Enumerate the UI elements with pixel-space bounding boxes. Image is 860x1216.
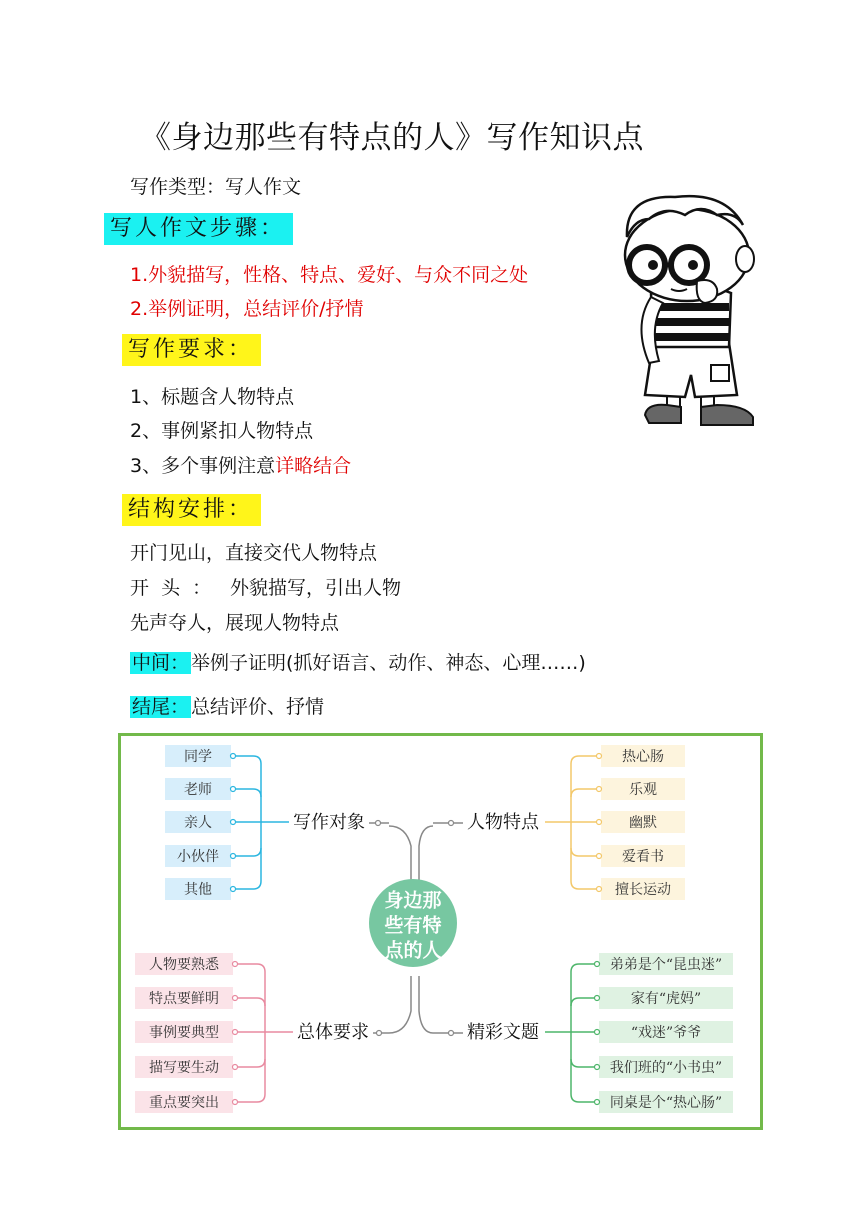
steps-header: 写人作文步骤： xyxy=(104,213,293,245)
center-connector xyxy=(419,976,433,1033)
mindmap-connector xyxy=(233,881,261,889)
requirement-item: 2、事例紧扣人物特点 xyxy=(130,420,314,442)
connector-dot xyxy=(597,887,602,892)
mindmap-connector xyxy=(235,1094,265,1102)
opening-label: 开 头 ： xyxy=(130,577,212,599)
connector-dot xyxy=(233,1100,238,1105)
middle-line xyxy=(130,647,586,679)
mindmap-connector xyxy=(571,998,597,1006)
branch-label: 总体要求 xyxy=(297,1022,369,1043)
mindmap-item: 乐观 xyxy=(629,782,657,798)
mindmap-item: 同学 xyxy=(184,749,212,765)
connector-dot xyxy=(231,820,236,825)
ending-line xyxy=(130,691,324,723)
ending-text: 总结评价、抒情 xyxy=(191,696,325,718)
mind-map xyxy=(118,733,763,1130)
step-item: 2.举例证明，总结评价/抒情 xyxy=(130,298,364,320)
connector-dot xyxy=(231,887,236,892)
center-node-text: 身边那 xyxy=(384,889,442,912)
mindmap-connector xyxy=(571,964,597,972)
mindmap-connector xyxy=(571,756,599,764)
opening-option: 先声夺人，展现人物特点 xyxy=(130,612,340,634)
mindmap-item: 我们班的“小书虫” xyxy=(609,1060,723,1076)
mindmap-connector xyxy=(233,789,261,797)
mindmap-connector xyxy=(571,1094,597,1102)
connector-dot xyxy=(595,996,600,1001)
mindmap-item: 家有“虎妈” xyxy=(630,991,702,1007)
mindmap-item: 同桌是个“热心肠” xyxy=(609,1095,723,1111)
connector-dot xyxy=(231,854,236,859)
connector-dot xyxy=(233,962,238,967)
mindmap-item: 小伙伴 xyxy=(177,849,219,865)
step-item: 1.外貌描写，性格、特点、爱好、与众不同之处 xyxy=(130,264,529,286)
requirement-highlight: 详略结合 xyxy=(275,455,352,477)
mindmap-item: 弟弟是个“昆虫迷” xyxy=(609,957,723,973)
mindmap-connector xyxy=(235,1059,265,1067)
middle-text: 举例子证明(抓好语言、动作、神态、心理……) xyxy=(191,652,586,674)
mindmap-item: 老师 xyxy=(184,782,212,798)
connector-dot xyxy=(597,854,602,859)
mindmap-item: 重点要突出 xyxy=(149,1095,219,1111)
connector-dot xyxy=(233,1030,238,1035)
connector-dot xyxy=(377,1031,382,1036)
connector-dot xyxy=(449,1031,454,1036)
mindmap-connector xyxy=(571,789,599,797)
mindmap-connector xyxy=(233,756,261,764)
mind-map-canvas xyxy=(121,736,760,1127)
requirement-text: 3、多个事例注意 xyxy=(130,455,276,477)
connector-dot xyxy=(231,787,236,792)
requirements-header: 写作要求： xyxy=(122,334,261,366)
connector-dot xyxy=(595,1100,600,1105)
opening-option: 外貌描写，引出人物 xyxy=(230,577,402,599)
connector-dot xyxy=(233,1065,238,1070)
ending-label: 结尾： xyxy=(132,696,190,718)
connector-dot xyxy=(597,754,602,759)
mindmap-item: 其他 xyxy=(184,882,212,898)
requirement-item xyxy=(130,451,351,478)
connector-dot xyxy=(449,821,454,826)
mindmap-connector xyxy=(571,848,599,856)
mindmap-connector xyxy=(571,881,599,889)
middle-label: 中间： xyxy=(132,652,190,674)
connector-dot xyxy=(233,996,238,1001)
structure-header: 结构安排： xyxy=(122,494,261,526)
center-connector xyxy=(419,826,433,881)
page-title: 《身边那些有特点的人》写作知识点 xyxy=(140,120,644,156)
mindmap-item: 幽默 xyxy=(629,815,657,831)
center-node-text: 些有特 xyxy=(384,914,442,937)
opening-option: 开门见山，直接交代人物特点 xyxy=(130,542,378,564)
connector-dot xyxy=(376,821,381,826)
branch-label: 写作对象 xyxy=(293,812,365,833)
mindmap-item: “戏迷”爷爷 xyxy=(630,1025,702,1041)
mindmap-item: 人物要熟悉 xyxy=(149,957,219,973)
mindmap-item: 特点要鲜明 xyxy=(149,991,219,1007)
mindmap-item: 擅长运动 xyxy=(615,882,671,898)
mindmap-item: 爱看书 xyxy=(622,849,664,865)
mindmap-connector xyxy=(233,848,261,856)
mindmap-item: 事例要典型 xyxy=(149,1025,219,1041)
center-connector xyxy=(389,826,411,881)
connector-dot xyxy=(231,754,236,759)
branch-label: 人物特点 xyxy=(467,812,539,833)
cartoon-boy-illustration xyxy=(605,185,765,435)
mindmap-connector xyxy=(235,998,265,1006)
connector-dot xyxy=(597,787,602,792)
connector-dot xyxy=(595,962,600,967)
mindmap-connector xyxy=(235,964,265,972)
mindmap-item: 亲人 xyxy=(184,815,212,831)
center-node-text: 点的人 xyxy=(384,939,442,962)
mindmap-connector xyxy=(571,1059,597,1067)
requirement-item: 1、标题含人物特点 xyxy=(130,386,295,408)
mindmap-item: 热心肠 xyxy=(622,749,664,765)
connector-dot xyxy=(597,820,602,825)
writing-type: 写作类型：写人作文 xyxy=(130,176,302,198)
mindmap-item: 描写要生动 xyxy=(149,1060,219,1076)
connector-dot xyxy=(595,1065,600,1070)
center-connector xyxy=(389,976,411,1033)
branch-label: 精彩文题 xyxy=(467,1022,539,1043)
connector-dot xyxy=(595,1030,600,1035)
